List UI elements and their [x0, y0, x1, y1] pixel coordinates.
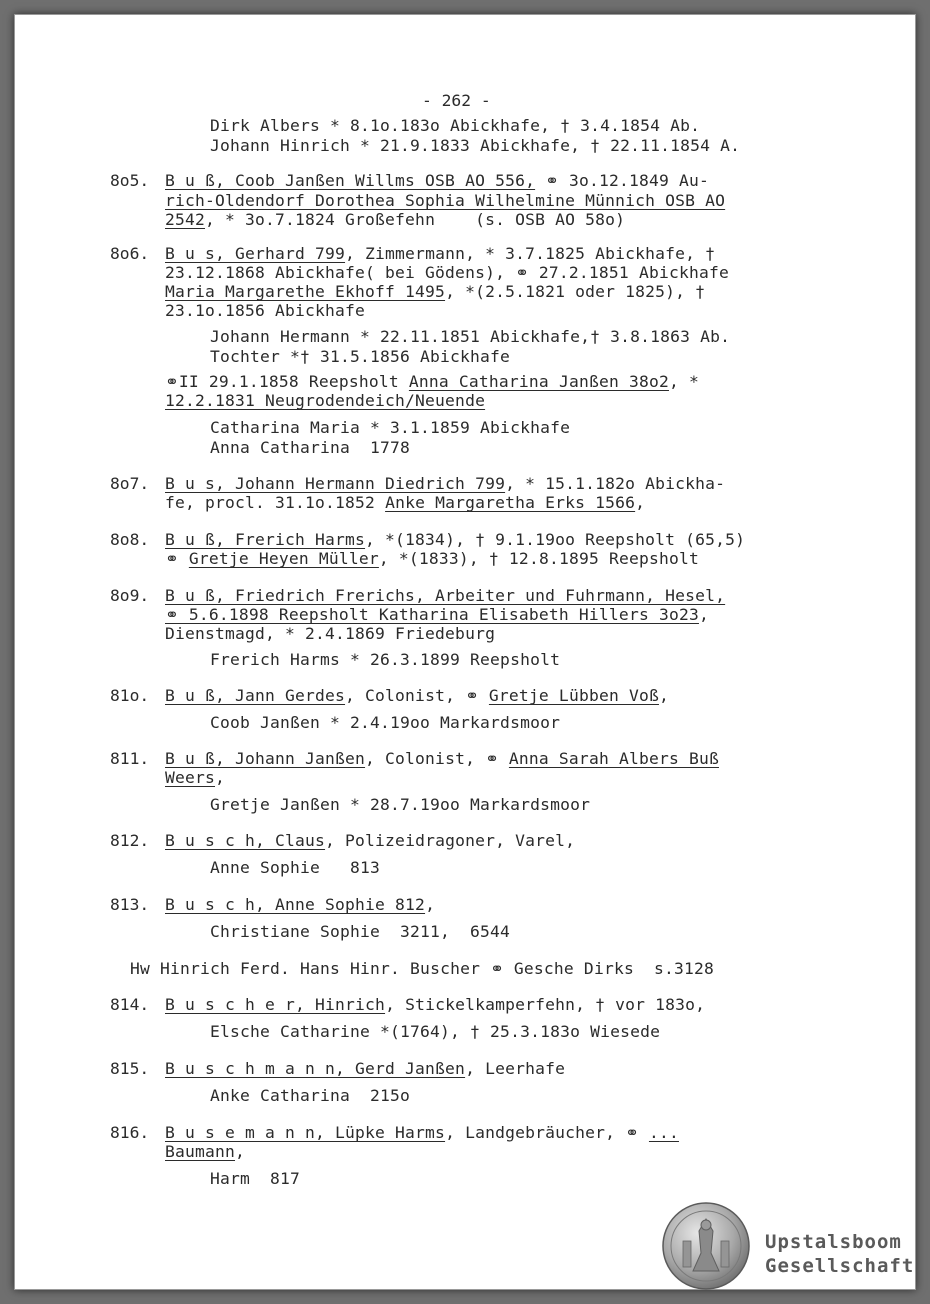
entry-line: [165, 549, 699, 568]
entry-text: ,: [215, 768, 226, 787]
entry-line: [165, 1059, 565, 1078]
child-line: Johann Hinrich * 21.9.1833 Abickhafe, † 22.11.1854 A.: [210, 136, 741, 155]
entry-line: [165, 210, 625, 229]
entry-name: B u ß, Frerich Harms: [165, 530, 366, 549]
entry-number: 8o7.: [110, 474, 150, 493]
document-page: [14, 14, 916, 1290]
entry-text: , * 15.1.182o Abickha-: [505, 474, 726, 493]
spouse-name: Gretje Lübben Voß: [488, 686, 659, 705]
entry-line: [165, 391, 485, 410]
entry-line: [165, 586, 725, 605]
entry-line: [165, 1142, 245, 1161]
entry-line: [165, 282, 705, 301]
entry-name: B u s c h, Anne Sophie 812: [165, 895, 426, 914]
entry-text: , *(1833), † 12.8.1895 Reepsholt: [378, 549, 699, 568]
entry-text: ⚭II 29.1.1858 Reepsholt: [165, 372, 409, 391]
entry-text: , *(2.5.1821 oder 1825), †: [445, 282, 706, 301]
entry-number: 816.: [110, 1123, 150, 1142]
entry-name: B u ß, Jann Gerdes: [165, 686, 346, 705]
entry-text: , Leerhafe: [465, 1059, 566, 1078]
child-line: Tochter *† 31.5.1856 Abickhafe: [210, 347, 511, 366]
entry-line: 23.1o.1856 Abickhafe: [165, 301, 366, 320]
entry-number: 8o9.: [110, 586, 150, 605]
entry-text: ,: [698, 605, 709, 624]
child-line: Anna Catharina 1778: [210, 438, 411, 457]
child-line: Catharina Maria * 3.1.1859 Abickhafe: [210, 418, 571, 437]
entry-name: B u s c h, Claus: [165, 831, 326, 850]
brand-text: [765, 1230, 914, 1278]
entry-name: B u ß, Coob Janßen Willms OSB AO 556,: [165, 171, 536, 190]
entry-line: [165, 995, 705, 1014]
entry-line: [165, 605, 709, 624]
spouse-name: Baumann: [165, 1142, 236, 1161]
entry-text: ,: [235, 1142, 246, 1161]
spouse-name: ...: [648, 1123, 679, 1142]
entry-line: [165, 493, 645, 512]
entry-line: Dienstmagd, * 2.4.1869 Friedeburg: [165, 624, 496, 643]
entry-line: [165, 474, 725, 493]
entry-text: , Landgebräucher, ⚭: [445, 1123, 649, 1142]
entry-text: , *(1834), † 9.1.19oo Reepsholt (65,5): [365, 530, 746, 549]
child-line: Dirk Albers * 8.1o.183o Abickhafe, † 3.4.1854 Ab.: [210, 116, 701, 135]
page-number: - 262 -: [422, 91, 491, 110]
hw-line: Hw Hinrich Ferd. Hans Hinr. Buscher ⚭ Gesche Dirks s.3128: [130, 959, 714, 978]
entry-text: , Stickelkamperfehn, † vor 183o,: [385, 995, 706, 1014]
entry-text: ,: [425, 895, 436, 914]
entry-text: , Colonist, ⚭: [365, 749, 509, 768]
entry-name: B u s, Gerhard 799: [165, 244, 346, 263]
entry-number: 812.: [110, 831, 150, 850]
entry-number: 8o8.: [110, 530, 150, 549]
entry-text: fe, procl. 31.1o.1852: [165, 493, 386, 512]
entry-name: B u s c h m a n n, Gerd Janßen: [165, 1059, 466, 1078]
upstalsboom-seal-icon: [661, 1201, 751, 1291]
entry-name: B u s c h e r, Hinrich: [165, 995, 386, 1014]
entry-line: [165, 1123, 679, 1142]
spouse-name: Gretje Heyen Müller: [188, 549, 379, 568]
entry-text: , Colonist, ⚭: [345, 686, 489, 705]
entry-line: [165, 530, 745, 549]
entry-number: 8o6.: [110, 244, 150, 263]
entry-number: 811.: [110, 749, 150, 768]
entry-line: [165, 749, 719, 768]
spouse-name: Anna Sarah Albers Buß: [508, 749, 719, 768]
entry-text: , *: [668, 372, 699, 391]
place-text: 12.2.1831 Neugrodendeich/Neuende: [165, 391, 486, 410]
spouse-name: rich-Oldendorf Dorothea Sophia Wilhelmine Münnich OSB AO: [165, 191, 726, 210]
entry-name: B u ß, Johann Janßen: [165, 749, 366, 768]
entry-line: [165, 372, 699, 391]
entry-line: [165, 171, 709, 190]
spouse-name: Anna Catharina Janßen 38o2: [408, 372, 669, 391]
entry-line: [165, 831, 575, 850]
child-line: Anne Sophie 813: [210, 858, 381, 877]
spouse-ref: 2542: [165, 210, 206, 229]
entry-name: B u s, Johann Hermann Diedrich 799: [165, 474, 506, 493]
entry-number: 81o.: [110, 686, 150, 705]
entry-text: , * 3o.7.1824 Großefehn (s. OSB AO 58o): [205, 210, 626, 229]
child-line: Coob Janßen * 2.4.19oo Markardsmoor: [210, 713, 561, 732]
spouse-name: Anke Margaretha Erks 1566: [385, 493, 636, 512]
entry-line: [165, 686, 669, 705]
entry-line: [165, 244, 715, 263]
child-line: Christiane Sophie 3211, 6544: [210, 922, 511, 941]
entry-text: ⚭: [165, 549, 189, 568]
brand-line-2: Gesellschaft: [765, 1255, 915, 1277]
entry-line: [165, 191, 725, 210]
entry-text: ,: [658, 686, 669, 705]
spouse-name: ⚭ 5.6.1898 Reepsholt Katharina Elisabeth Hillers 3o23: [165, 605, 699, 624]
child-line: Harm 817: [210, 1169, 301, 1188]
child-line: Frerich Harms * 26.3.1899 Reepsholt: [210, 650, 561, 669]
entry-number: 815.: [110, 1059, 150, 1078]
entry-number: 814.: [110, 995, 150, 1014]
entry-line: [165, 895, 435, 914]
entry-name: B u s e m a n n, Lüpke Harms: [165, 1123, 446, 1142]
entry-text: , Polizeidragoner, Varel,: [325, 831, 576, 850]
entry-number: 813.: [110, 895, 150, 914]
entry-text: , Zimmermann, * 3.7.1825 Abickhafe, †: [345, 244, 716, 263]
spouse-name: Maria Margarethe Ekhoff 1495: [165, 282, 446, 301]
entry-name: B u ß, Friedrich Frerichs, Arbeiter und Fuhrmann, Hesel,: [165, 586, 726, 605]
child-line: Elsche Catharine *(1764), † 25.3.183o Wiesede: [210, 1022, 661, 1041]
child-line: Anke Catharina 215o: [210, 1086, 411, 1105]
spouse-name: Weers: [165, 768, 216, 787]
entry-text: ,: [635, 493, 646, 512]
brand-line-1: Upstalsboom: [765, 1231, 902, 1253]
entry-text: ⚭ 3o.12.1849 Au-: [535, 171, 709, 190]
child-line: Gretje Janßen * 28.7.19oo Markardsmoor: [210, 795, 591, 814]
entry-line: 23.12.1868 Abickhafe( bei Gödens), ⚭ 27.2.1851 Abickhafe: [165, 263, 729, 282]
child-line: Johann Hermann * 22.11.1851 Abickhafe,† 3.8.1863 Ab.: [210, 327, 731, 346]
entry-number: 8o5.: [110, 171, 150, 190]
entry-line: [165, 768, 225, 787]
